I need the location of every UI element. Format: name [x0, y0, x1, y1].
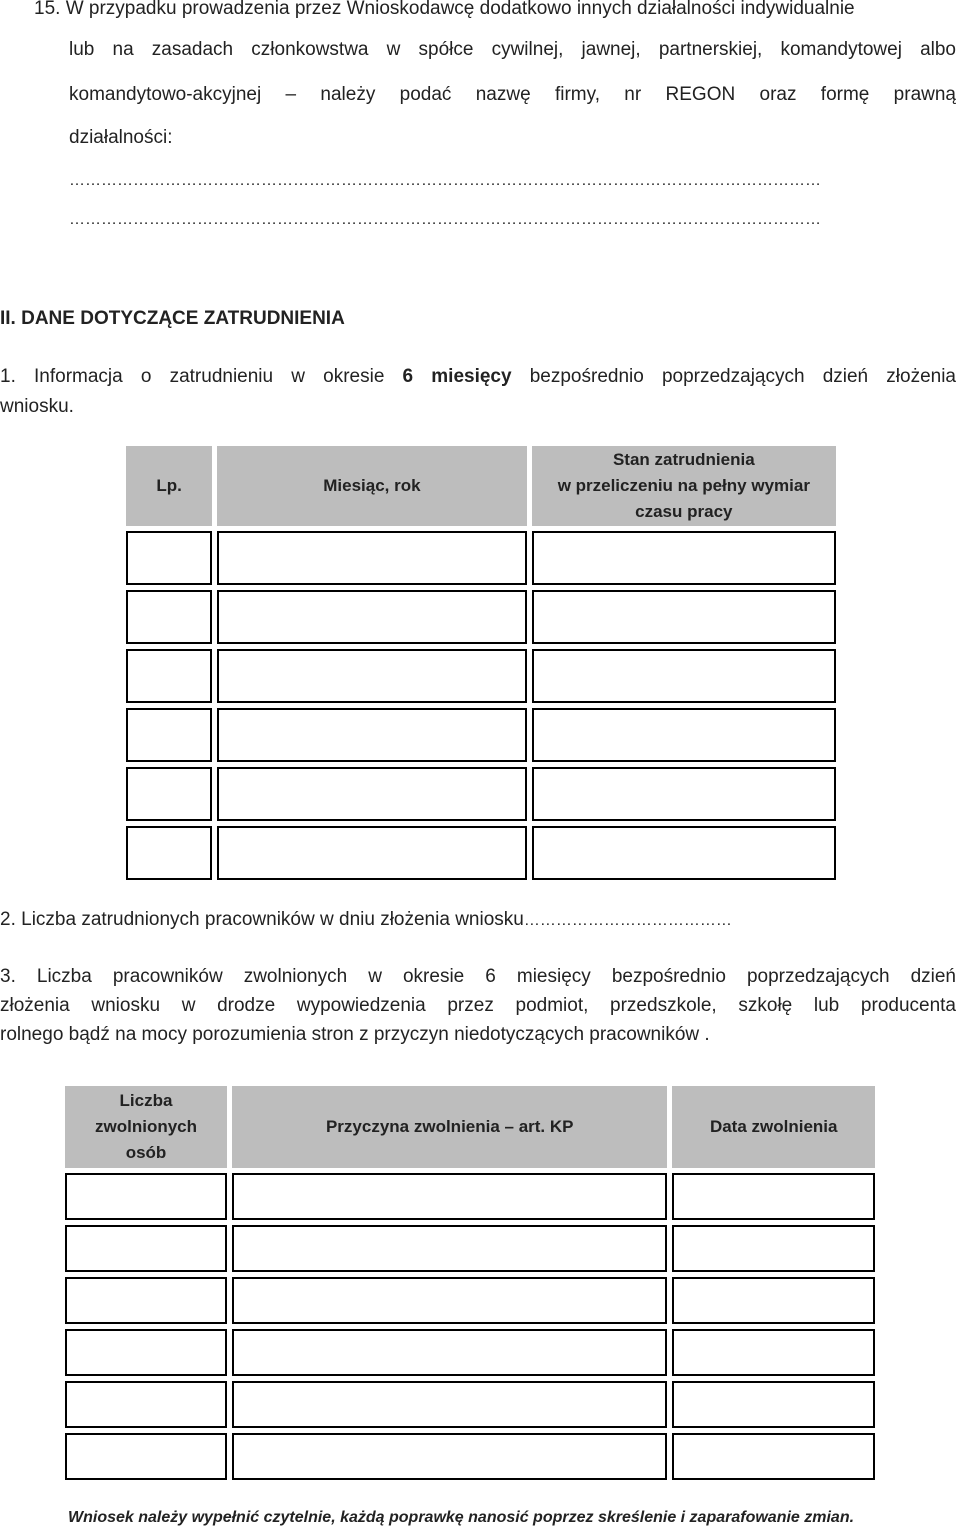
employment-table-header — [126, 446, 836, 526]
fill-in-dots-2[interactable]: …………………………………………………………………………………………………………………………… — [69, 211, 821, 228]
cell-lp[interactable] — [126, 708, 212, 762]
cell-reason[interactable] — [232, 1225, 667, 1272]
table-row — [126, 590, 836, 644]
table-row — [126, 708, 836, 762]
table-row — [126, 767, 836, 821]
cell-date[interactable] — [672, 1277, 875, 1324]
cell-month[interactable] — [217, 826, 526, 880]
q2-fill-in-dots[interactable]: ………………………………… — [523, 912, 732, 929]
table-row — [126, 531, 836, 585]
table-row — [65, 1381, 875, 1428]
table-row — [65, 1329, 875, 1376]
cell-count[interactable] — [65, 1433, 227, 1480]
cell-reason[interactable] — [232, 1277, 667, 1324]
header-dismissal-reason: Przyczyna zwolnienia – art. KP — [232, 1086, 667, 1168]
cell-status[interactable] — [532, 826, 836, 880]
cell-status[interactable] — [532, 649, 836, 703]
section-2-heading: II. DANE DOTYCZĄCE ZATRUDNIENIA — [0, 308, 345, 329]
section-15-line-2: lub na zasadach członkowstwa w spółce cywilnej, jawnej, partnerskiej, komandytowej albo — [69, 39, 956, 60]
cell-count[interactable] — [65, 1173, 227, 1220]
header-lp: Lp. — [126, 446, 212, 526]
cell-date[interactable] — [672, 1381, 875, 1428]
cell-month[interactable] — [217, 767, 526, 821]
cell-count[interactable] — [65, 1277, 227, 1324]
section-15-line-3: komandytowo-akcyjnej – należy podać nazwę firmy, nr REGON oraz formę prawną — [69, 84, 956, 105]
employment-table — [121, 441, 841, 885]
section-15-line-4: działalności: — [69, 127, 173, 148]
cell-reason[interactable] — [232, 1173, 667, 1220]
dismissal-table-header — [65, 1086, 875, 1168]
fill-in-dots-1[interactable]: …………………………………………………………………………………………………………………………… — [69, 172, 821, 189]
q1-bold-period: 6 miesięcy — [402, 366, 512, 387]
cell-date[interactable] — [672, 1173, 875, 1220]
cell-month[interactable] — [217, 531, 526, 585]
cell-month[interactable] — [217, 708, 526, 762]
cell-status[interactable] — [532, 767, 836, 821]
cell-month[interactable] — [217, 649, 526, 703]
header-employment-status: Stan zatrudnienia w przeliczeniu na pełny wymiar czasu pracy — [532, 446, 836, 526]
cell-reason[interactable] — [232, 1329, 667, 1376]
cell-reason[interactable] — [232, 1433, 667, 1480]
dismissal-table — [60, 1081, 880, 1485]
table-row — [65, 1433, 875, 1480]
cell-lp[interactable] — [126, 590, 212, 644]
cell-status[interactable] — [532, 531, 836, 585]
header-dismissed-count: Liczba zwolnionych osób — [65, 1086, 227, 1168]
question-3-line-3: rolnego bądź na mocy porozumienia stron z przyczyn niedotyczących pracowników . — [0, 1024, 710, 1045]
question-3-line-1: 3. Liczba pracowników zwolnionych w okresie 6 miesięcy bezpośrednio poprzedzających dzień — [0, 966, 956, 987]
header-dismissal-date: Data zwolnienia — [672, 1086, 875, 1168]
table-row — [65, 1277, 875, 1324]
cell-reason[interactable] — [232, 1381, 667, 1428]
cell-date[interactable] — [672, 1329, 875, 1376]
header-month-year: Miesiąc, rok — [217, 446, 526, 526]
table-row — [65, 1225, 875, 1272]
table-row — [65, 1173, 875, 1220]
cell-status[interactable] — [532, 590, 836, 644]
question-1-line-2: wniosku. — [0, 396, 74, 417]
question-1-line-1: 1. Informacja o zatrudnieniu w okresie 6 miesięcy bezpośrednio poprzedzających dzień złożenia — [0, 366, 956, 387]
cell-count[interactable] — [65, 1225, 227, 1272]
cell-lp[interactable] — [126, 531, 212, 585]
cell-lp[interactable] — [126, 649, 212, 703]
table-row — [126, 649, 836, 703]
cell-month[interactable] — [217, 590, 526, 644]
question-3-line-2: złożenia wniosku w drodze wypowiedzenia przez podmiot, przedszkole, szkołę lub producenta — [0, 995, 956, 1016]
table-row — [126, 826, 836, 880]
cell-count[interactable] — [65, 1381, 227, 1428]
cell-count[interactable] — [65, 1329, 227, 1376]
footer-note: Wniosek należy wypełnić czytelnie, każdą poprawkę nanosić poprzez skreślenie i zaparafowanie zmian. — [68, 1509, 855, 1526]
question-2: 2. Liczba zatrudnionych pracowników w dniu złożenia wniosku………………………………… — [0, 909, 732, 930]
section-15-line-1: 15. W przypadku prowadzenia przez Wnioskodawcę dodatkowo innych działalności indywidualnie — [34, 0, 855, 19]
cell-date[interactable] — [672, 1225, 875, 1272]
cell-status[interactable] — [532, 708, 836, 762]
cell-lp[interactable] — [126, 826, 212, 880]
cell-lp[interactable] — [126, 767, 212, 821]
cell-date[interactable] — [672, 1433, 875, 1480]
